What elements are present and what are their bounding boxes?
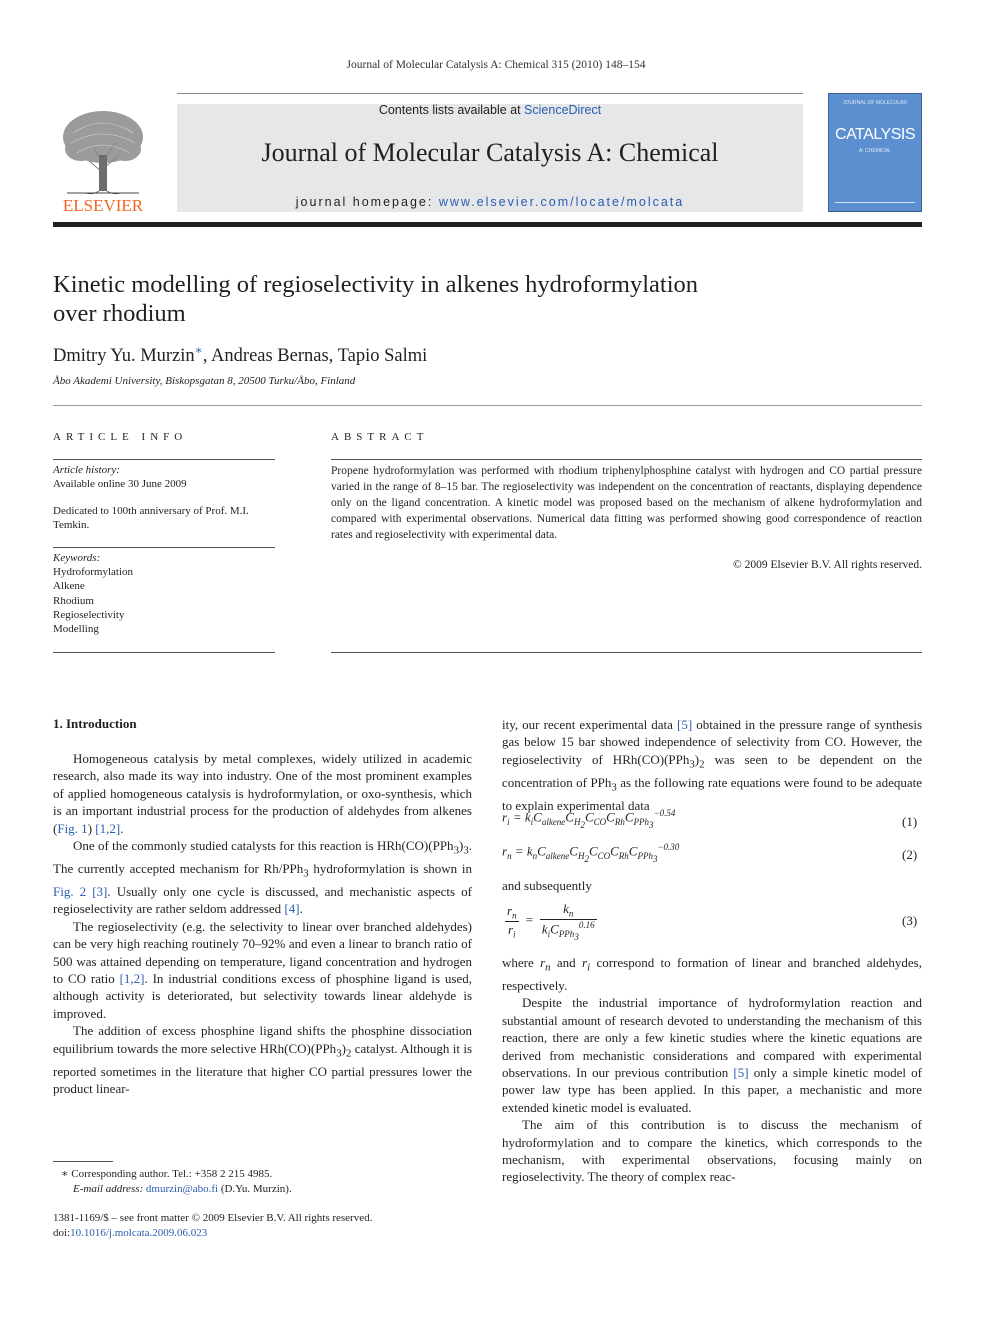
article-title	[53, 270, 813, 328]
paragraph: where $r_n$ and $r_i$ correspond to formation of linear and branched aldehydes, respectively.	[502, 955, 922, 993]
and-subsequently: and subsequently	[502, 878, 592, 893]
eq1-exponent: −0.54	[653, 808, 676, 818]
paragraph: Homogeneous catalysis by metal complexes, widely utilized in academic research, also made its way into industry. One of the most prominent examples of applied homogeneous catalysis is hydroformylation, or oxo-synthesis, which is an important industrial process for the production of aldehydes from alkenes (Fig. 1) [1,2].	[53, 751, 472, 836]
dedication: Dedicated to 100th anniversary of Prof. M.I. Temkin.	[53, 505, 249, 532]
history-value: Available online 30 June 2009	[53, 478, 187, 491]
keyword-item: Hydroformylation	[53, 566, 134, 579]
figure-link[interactable]: Fig. 2	[53, 884, 87, 900]
elsevier-tree-logo	[53, 103, 153, 215]
reference-link[interactable]: [5]	[733, 1065, 749, 1081]
column-2-text	[502, 954, 922, 1186]
figure-link[interactable]: Fig. 1	[57, 820, 88, 836]
keywords-label: Keywords:	[53, 552, 101, 564]
affiliation: Åbo Akademi University, Biskopsgatan 8, 20500 Turku/Åbo, Finland	[53, 375, 356, 387]
keyword-item: Regioselectivity	[53, 608, 125, 621]
equation-2-number: (2)	[902, 847, 918, 862]
abstract-rule-top	[331, 459, 922, 460]
abstract-label: ABSTRACT	[331, 431, 429, 443]
paragraph: Despite the industrial importance of hydroformylation reaction and substantial amount of research devoted to understanding the mechanism of this reaction, there are only a few kinetic studies where the kinetic equations are derived from mechanistic considerations and compared with experimental observations. In our previous contribution [5] only a simple kinetic model of power law type has been applied. In this paper, a mechanistic and more extended kinetic model is evaluated.	[502, 995, 923, 1115]
journal-title: Journal of Molecular Catalysis A: Chemical	[261, 138, 719, 167]
history-label: Article history:	[53, 464, 120, 476]
keyword-item: Modelling	[53, 623, 99, 636]
keyword-item: Rhodium	[53, 594, 94, 607]
cover-top-text: JOURNAL OF MOLECULAR	[843, 100, 907, 106]
authors	[53, 343, 427, 367]
eq2-exponent: −0.30	[657, 842, 680, 852]
author-1: Dmitry Yu. Murzin	[53, 346, 195, 367]
sciencedirect-link[interactable]: ScienceDirect	[524, 103, 602, 117]
affiliation-rule	[53, 405, 922, 406]
contents-line	[177, 103, 803, 117]
corresponding-author-star[interactable]: ∗	[194, 343, 203, 357]
paragraph: The aim of this contribution is to discuss the mechanism of hydroformylation and to compare the kinetics, which corresponds to the mechanism, with experimental observations, focusing mainly on regioselectivity. The theory of complex reac-	[502, 1117, 922, 1185]
issn-doi	[53, 1211, 472, 1241]
doi-link[interactable]: 10.1016/j.molcata.2009.06.023	[70, 1227, 208, 1239]
section-heading-introduction: 1. Introduction	[53, 716, 137, 731]
column-1-text	[53, 750, 472, 1098]
equation-2: $r_n = k_nC_{alkene}C_{H_2}C_{CO}C_{Rh}C_{PPh_3}^{-0.30}$	[502, 842, 680, 864]
reference-link[interactable]: [1,2]	[95, 820, 121, 836]
corresponding-author-note: ∗ Corresponding author. Tel.: +358 2 215 4985.	[61, 1168, 273, 1180]
article-history	[53, 463, 275, 491]
title-line-2: over rhodium	[53, 300, 186, 327]
keyword-item: Alkene	[53, 580, 85, 593]
article-info-rule-mid	[53, 547, 275, 548]
header-thick-rule	[53, 222, 922, 227]
reference-link[interactable]: [1,2]	[119, 971, 145, 987]
running-header: Journal of Molecular Catalysis A: Chemical 315 (2010) 148–154	[346, 59, 646, 71]
title-line-1: Kinetic modelling of regioselectivity in alkenes hydroformylation	[53, 271, 699, 298]
issn-line: 1381-1169/$ – see front matter © 2009 Elsevier B.V. All rights reserved.	[53, 1212, 373, 1224]
footnote-rule	[53, 1161, 113, 1162]
article-info-label: ARTICLE INFO	[53, 431, 188, 443]
equation-1-number: (1)	[902, 814, 918, 829]
footnote	[53, 1167, 472, 1197]
elsevier-wordmark: ELSEVIER	[62, 196, 144, 215]
equation-3: $\frac{r_n}{r_i}$ = $\frac{k_n}{k_iC_{PPh_3}^{0.16}}$	[507, 901, 595, 942]
abstract-copyright: © 2009 Elsevier B.V. All rights reserved.	[733, 559, 922, 571]
journal-cover-thumbnail	[828, 93, 922, 212]
journal-homepage	[177, 195, 803, 209]
paragraph: The addition of excess phosphine ligand shifts the phosphine dissociation equilibrium towards the more selective $HRh(CO)(PPh_3)_2$ catalyst. Although it is reported sometimes in the literature that higher CO partial pressures lower the product linear-	[53, 1023, 473, 1097]
reference-link[interactable]: [4]	[284, 901, 300, 917]
homepage-link[interactable]: www.elsevier.com/locate/molcata	[438, 195, 685, 209]
paragraph: One of the commonly studied catalysts for this reaction is $HRh(CO)(PPh_3)_3$. The currently accepted mechanism for Rh/PPh$_3$ hydroformylation is shown in Fig. 2 [3]. Usually only one cycle is discussed, and mechanistic aspects of regioselectivity are rather seldom addressed [4].	[53, 838, 472, 917]
homepage-prefix: journal homepage:	[295, 195, 439, 209]
equation-1: $r_i = k_iC_{alkene}C_{H_2}C_{CO}C_{Rh}C_{PPh_3}^{-0.54}$	[502, 808, 676, 830]
equation-3-number: (3)	[902, 913, 918, 928]
article-info-rule-bottom	[53, 652, 275, 653]
abstract-rule-bottom	[331, 652, 922, 653]
email-link[interactable]: dmurzin@abo.fi	[145, 1183, 219, 1195]
reference-link[interactable]: [5]	[677, 717, 693, 732]
cover-brand: CATALYSIS	[835, 126, 915, 143]
article-info-rule-top	[53, 459, 275, 460]
cover-footer-line	[835, 202, 915, 206]
contents-prefix: Contents lists available at	[378, 103, 525, 117]
keywords	[53, 551, 275, 636]
reference-link[interactable]: [3]	[92, 884, 108, 900]
other-authors: , Andreas Bernas, Tapio Salmi	[202, 346, 428, 367]
header-rule	[177, 93, 803, 94]
paragraph: The regioselectivity (e.g. the selectivity to linear over branched aldehydes) can be very high reaching routinely 70–92% and even a linear to branch ratio of 500 was attained depending on temperature, ligand concentration and hydrogen to CO ratio [1,2]. In industrial conditions excess of phosphine ligand is used, although activity is deteriorated, but selectivity towards linear aldehyde is improved.	[53, 918, 473, 1021]
eq3-exponent: 0.16	[578, 919, 595, 930]
cover-sub-text: A: CHEMICAL	[859, 148, 891, 154]
doi-line: doi:10.1016/j.molcata.2009.06.023	[53, 1227, 208, 1239]
email-note: E-mail address: dmurzin@abo.fi (D.Yu. Murzin).	[73, 1183, 292, 1195]
column-2-paragraph-1: ity, our recent experimental data [5] obtained in the pressure range of synthesis gas below 15 bar showed independence of selectivity from CO. However, the regioselectivity of $HRh(CO)(PPh_3)_2$ was seen to be dependent on the concentration of PPh$_3$ as the following rate equations were found to be adequate to explain experimental data	[502, 717, 922, 813]
abstract-text: Propene hydroformylation was performed with rhodium triphenylphosphine catalyst with hydrogen and CO partial pressure varied in the range of 8–15 bar. The regioselectivity was independent on the concentration of reactants, displaying dependence only on the ligand concentration. A kinetic model was proposed based on the mechanism of alkene hydroformylation and compared with experimental observations. Numerical data fitting was performed showing good correspondence of reaction rates and regioselectivity with experimental data.	[331, 465, 922, 541]
